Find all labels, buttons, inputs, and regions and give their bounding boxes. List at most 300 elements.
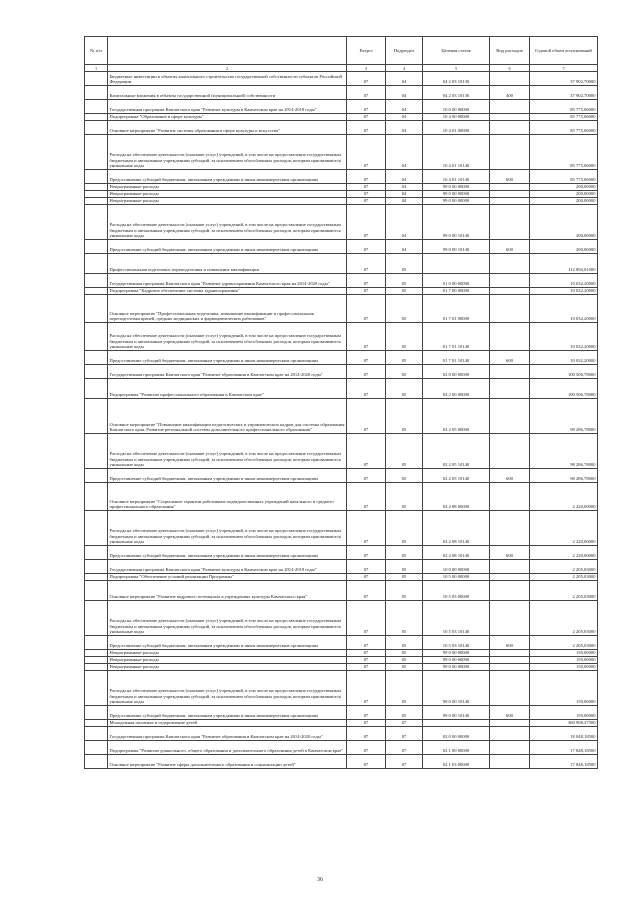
table-row (85, 198, 598, 205)
row-section-cell: 07 (347, 323, 386, 351)
row-target-cell: 10 5 03 10140 (423, 636, 490, 650)
row-amount-cell: 18 048,18500 (530, 727, 598, 741)
row-number-cell (85, 741, 108, 755)
row-target-cell (423, 254, 490, 274)
row-amount-cell: 2 205,03000 (530, 581, 598, 601)
row-subsection-cell: 05 (386, 650, 423, 657)
row-section-cell: 07 (347, 706, 386, 720)
row-exptype-cell (490, 399, 530, 434)
row-amount-cell: 17 848,18500 (530, 741, 598, 755)
row-section-cell: 07 (347, 240, 386, 254)
row-number-cell (85, 511, 108, 546)
table-row (85, 650, 598, 657)
row-exptype-cell (490, 741, 530, 755)
table-row (85, 191, 598, 198)
row-name-cell: Подпрограмма "Развитие дошкольного, общего образования и дополнительного образования детей в Камчатском крае" (108, 741, 347, 755)
row-name-cell: Бюджетные инвестиции в объекты капитального строительства государственной собственности субъектов Российской Федерации (108, 72, 347, 86)
row-amount-cell: 200,00000 (530, 184, 598, 191)
row-target-cell: 10 0 00 00000 (423, 560, 490, 574)
row-name-cell: Предоставление субсидий бюджетным, автономным учреждениям и иным некоммерческим организациям (108, 469, 347, 483)
row-number-cell (85, 351, 108, 365)
row-section-cell: 07 (347, 205, 386, 240)
row-amount-cell: 98 286,78000 (530, 434, 598, 469)
row-amount-cell: 150,00000 (530, 650, 598, 657)
row-section-cell: 07 (347, 379, 386, 399)
row-subsection-cell: 04 (386, 72, 423, 86)
row-target-cell: 01 0 00 00000 (423, 274, 490, 288)
row-name-cell: Подпрограмма "Обеспечение условий реализации Программы" (108, 574, 347, 581)
row-subsection-cell: 04 (386, 191, 423, 198)
row-section-cell: 07 (347, 100, 386, 114)
row-exptype-cell (490, 72, 530, 86)
row-exptype-cell: 600 (490, 469, 530, 483)
row-exptype-cell (490, 650, 530, 657)
row-subsection-cell: 05 (386, 671, 423, 706)
row-amount-cell: 2 205,03000 (530, 636, 598, 650)
row-amount-cell: 2 205,03000 (530, 574, 598, 581)
row-number-cell (85, 254, 108, 274)
row-number-cell (85, 560, 108, 574)
row-section-cell: 07 (347, 581, 386, 601)
row-subsection-cell: 04 (386, 135, 423, 170)
row-amount-cell: 150,00000 (530, 664, 598, 671)
row-target-cell: 01 7 01 10140 (423, 323, 490, 351)
row-number-cell (85, 434, 108, 469)
row-exptype-cell (490, 657, 530, 664)
row-exptype-cell (490, 755, 530, 769)
row-exptype-cell (490, 274, 530, 288)
row-number-cell (85, 323, 108, 351)
row-subsection-cell: 05 (386, 399, 423, 434)
row-subsection-cell: 05 (386, 657, 423, 664)
row-exptype-cell: 600 (490, 351, 530, 365)
row-subsection-cell: 04 (386, 240, 423, 254)
row-subsection-cell: 05 (386, 365, 423, 379)
row-number-cell (85, 72, 108, 86)
header-name (108, 37, 347, 65)
row-number-cell (85, 365, 108, 379)
row-number-cell (85, 295, 108, 323)
row-exptype-cell: 400 (490, 86, 530, 100)
row-amount-cell: 37 902,70000 (530, 86, 598, 100)
row-section-cell: 07 (347, 469, 386, 483)
row-name-cell: Основное мероприятие "Развитие системы образования в сфере культуры и искусства" (108, 121, 347, 135)
table-row (85, 365, 598, 379)
row-subsection-cell: 07 (386, 720, 423, 727)
row-section-cell: 07 (347, 135, 386, 170)
row-exptype-cell (490, 288, 530, 295)
row-target-cell: 10 4 01 00000 (423, 121, 490, 135)
row-number-cell (85, 240, 108, 254)
row-name-cell: Профессиональная подготовка, переподготовка и повышение квалификации (108, 254, 347, 274)
row-target-cell: 01 7 01 10140 (423, 351, 490, 365)
table-row (85, 170, 598, 184)
row-subsection-cell: 04 (386, 86, 423, 100)
row-name-cell: Предоставление субсидий бюджетным, автономным учреждениям и иным некоммерческим организациям (108, 170, 347, 184)
row-amount-cell: 85 775,06000 (530, 135, 598, 170)
row-name-cell: Капитальные вложения в объекты государственной (муниципальной) собственности (108, 86, 347, 100)
table-header (85, 37, 598, 65)
row-number-cell (85, 399, 108, 434)
table-row (85, 657, 598, 664)
row-name-cell: Расходы на обеспечение деятельности (оказание услуг) учреждений, в том числе на предоставление государственным бюджетным и автономным учреждениям субсидий, за исключением обособленных расходов, которым присваиваются уникальные коды (108, 671, 347, 706)
row-subsection-cell: 05 (386, 706, 423, 720)
row-name-cell: Молодежная политика и оздоровление детей (108, 720, 347, 727)
row-amount-cell: 98 286,78000 (530, 469, 598, 483)
row-section-cell: 07 (347, 114, 386, 121)
table-row (85, 72, 598, 86)
row-section-cell: 07 (347, 274, 386, 288)
row-amount-cell: 150,00000 (530, 657, 598, 664)
row-amount-cell: 2 220,00000 (530, 483, 598, 511)
row-target-cell: 01 7 01 00000 (423, 295, 490, 323)
row-name-cell: Предоставление субсидий бюджетным, автономным учреждениям и иным некоммерческим организациям (108, 636, 347, 650)
table-row (85, 720, 598, 727)
row-section-cell: 07 (347, 574, 386, 581)
row-section-cell: 07 (347, 671, 386, 706)
table-row (85, 114, 598, 121)
row-exptype-cell (490, 511, 530, 546)
table-row (85, 546, 598, 560)
table-row (85, 636, 598, 650)
row-exptype-cell: 600 (490, 240, 530, 254)
row-target-cell: 10 4 00 00000 (423, 114, 490, 121)
row-name-cell: Расходы на обеспечение деятельности (оказание услуг) учреждений, в том числе на предоставление государственным бюджетным и автономным учреждениям субсидий, за исключением обособленных расходов, которым присваиваются уникальные коды (108, 511, 347, 546)
header-section: Раздел (347, 37, 386, 65)
row-amount-cell: 17 848,18500 (530, 755, 598, 769)
row-number-cell (85, 469, 108, 483)
row-name-cell: Государственная программа Камчатского края "Развитие здравоохранения Камчатского края на 2014-2020 годы" (108, 274, 347, 288)
table-row (85, 574, 598, 581)
row-target-cell: 99 0 00 00000 (423, 198, 490, 205)
colnum: 3 (347, 65, 386, 72)
row-number-cell (85, 184, 108, 191)
row-amount-cell: 10 032,20000 (530, 323, 598, 351)
row-amount-cell: 98 286,78000 (530, 399, 598, 434)
row-exptype-cell (490, 560, 530, 574)
row-section-cell: 07 (347, 727, 386, 741)
row-exptype-cell (490, 100, 530, 114)
row-exptype-cell (490, 601, 530, 636)
table-row (85, 434, 598, 469)
row-section-cell: 07 (347, 184, 386, 191)
row-target-cell: 02 1 00 00000 (423, 741, 490, 755)
row-target-cell: 10 4 01 10140 (423, 170, 490, 184)
row-name-cell: Основное мероприятие "Профессиональная подготовка, повышение квалификации и профессиональная переподготовка врачей, средних медицинских и фармацевтических работников" (108, 295, 347, 323)
row-name-cell: Расходы на обеспечение деятельности (оказание услуг) учреждений, в том числе на предоставление государственным бюджетным и автономным учреждениям субсидий, за исключением обособленных расходов, которым присваиваются уникальные коды (108, 601, 347, 636)
row-number-cell (85, 664, 108, 671)
row-section-cell: 07 (347, 254, 386, 274)
colnum: 4 (386, 65, 423, 72)
table-row (85, 560, 598, 574)
table-row (85, 86, 598, 100)
row-target-cell: 10 4 01 10140 (423, 135, 490, 170)
colnum: 6 (490, 65, 530, 72)
row-name-cell: Непрограммные расходы (108, 191, 347, 198)
row-subsection-cell: 05 (386, 379, 423, 399)
row-target-cell: 04 2 03 10130 (423, 72, 490, 86)
row-exptype-cell (490, 121, 530, 135)
table-row (85, 295, 598, 323)
row-exptype-cell: 600 (490, 636, 530, 650)
row-subsection-cell: 05 (386, 254, 423, 274)
row-amount-cell: 85 775,06000 (530, 100, 598, 114)
row-name-cell: Основное мероприятие "Развитие сферы дополнительного образования и социализации детей" (108, 755, 347, 769)
row-section-cell: 07 (347, 121, 386, 135)
row-section-cell: 07 (347, 755, 386, 769)
row-number-cell (85, 121, 108, 135)
row-target-cell: 10 5 00 00000 (423, 574, 490, 581)
row-amount-cell: 2 220,00000 (530, 511, 598, 546)
row-section-cell: 07 (347, 483, 386, 511)
colnum: 5 (423, 65, 490, 72)
row-subsection-cell: 07 (386, 755, 423, 769)
row-amount-cell: 200,00000 (530, 240, 598, 254)
row-amount-cell: 85 775,06000 (530, 121, 598, 135)
row-number-cell (85, 170, 108, 184)
table-row (85, 288, 598, 295)
row-subsection-cell: 04 (386, 198, 423, 205)
row-exptype-cell (490, 114, 530, 121)
row-number-cell (85, 657, 108, 664)
row-subsection-cell: 05 (386, 664, 423, 671)
row-amount-cell: 2 205,03000 (530, 560, 598, 574)
row-exptype-cell (490, 434, 530, 469)
row-name-cell: Непрограммные расходы (108, 650, 347, 657)
row-subsection-cell: 05 (386, 511, 423, 546)
table-row (85, 469, 598, 483)
row-target-cell: 02 0 00 00000 (423, 727, 490, 741)
row-name-cell: Основное мероприятие "Повышение квалификации педагогических и управленческих кадров для системы образования Камчатского края. Развитие региональной системы дополнительного профессионального образования" (108, 399, 347, 434)
row-amount-cell: 100 506,78000 (530, 379, 598, 399)
row-target-cell: 10 0 00 00000 (423, 100, 490, 114)
row-exptype-cell (490, 483, 530, 511)
table-row (85, 205, 598, 240)
row-exptype-cell (490, 720, 530, 727)
row-number-cell (85, 205, 108, 240)
row-number-cell (85, 650, 108, 657)
row-subsection-cell: 05 (386, 434, 423, 469)
table-row (85, 483, 598, 511)
row-name-cell: Основное мероприятие "Социальные гарантии работникам подведомственных учреждений начального и среднего профессионального образования" (108, 483, 347, 511)
row-target-cell: 02 2 05 10140 (423, 434, 490, 469)
table-row (85, 601, 598, 636)
row-amount-cell: 37 902,70000 (530, 72, 598, 86)
row-name-cell: Расходы на обеспечение деятельности (оказание услуг) учреждений, в том числе на предоставление государственным бюджетным и автономным учреждениям субсидий, за исключением обособленных расходов, которым присваиваются уникальные коды (108, 434, 347, 469)
row-number-cell (85, 86, 108, 100)
row-section-cell: 07 (347, 664, 386, 671)
table-row (85, 399, 598, 434)
row-subsection-cell: 04 (386, 114, 423, 121)
row-exptype-cell (490, 379, 530, 399)
row-number-cell (85, 706, 108, 720)
row-section-cell: 07 (347, 351, 386, 365)
row-name-cell: Расходы на обеспечение деятельности (оказание услуг) учреждений, в том числе на предоставление государственным бюджетным и автономным учреждениям субсидий, за исключением обособленных расходов, которым присваиваются уникальные коды (108, 135, 347, 170)
header-total: Годовой объем ассигнований (530, 37, 598, 65)
row-subsection-cell: 07 (386, 727, 423, 741)
document-page (84, 36, 597, 769)
row-amount-cell: 200,00000 (530, 198, 598, 205)
row-amount-cell: 100 506,78000 (530, 365, 598, 379)
row-target-cell: 99 0 00 10140 (423, 205, 490, 240)
row-name-cell: Расходы на обеспечение деятельности (оказание услуг) учреждений, в том числе на предоставление государственным бюджетным и автономным учреждениям субсидий, за исключением обособленных расходов, которым присваиваются уникальные коды (108, 205, 347, 240)
row-section-cell: 07 (347, 434, 386, 469)
row-name-cell: Предоставление субсидий бюджетным, автономным учреждениям и иным некоммерческим организациям (108, 240, 347, 254)
row-number-cell (85, 581, 108, 601)
table-row (85, 741, 598, 755)
header-num: № п/п (85, 37, 108, 65)
row-subsection-cell: 04 (386, 184, 423, 191)
row-section-cell: 07 (347, 170, 386, 184)
row-name-cell: Государственная программа Камчатского края "Развитие культуры в Камчатском крае на 2014-2018 годы" (108, 100, 347, 114)
row-target-cell: 99 0 00 00000 (423, 657, 490, 664)
row-exptype-cell (490, 727, 530, 741)
row-amount-cell: 10 032,20000 (530, 351, 598, 365)
row-number-cell (85, 379, 108, 399)
row-exptype-cell (490, 295, 530, 323)
row-name-cell: Государственная программа Камчатского края "Развитие культуры в Камчатском крае на 2014-2018 годы" (108, 560, 347, 574)
row-section-cell: 07 (347, 72, 386, 86)
header-subsection: Подраздел (386, 37, 423, 65)
row-target-cell: 99 0 00 00000 (423, 664, 490, 671)
row-name-cell: Предоставление субсидий бюджетным, автономным учреждениям и иным некоммерческим организациям (108, 706, 347, 720)
row-name-cell: Предоставление субсидий бюджетным, автономным учреждениям и иным некоммерческим организациям (108, 351, 347, 365)
row-subsection-cell: 05 (386, 351, 423, 365)
row-number-cell (85, 546, 108, 560)
row-amount-cell: 85 775,06000 (530, 114, 598, 121)
row-number-cell (85, 574, 108, 581)
row-exptype-cell (490, 184, 530, 191)
row-number-cell (85, 274, 108, 288)
table-row (85, 351, 598, 365)
row-subsection-cell: 04 (386, 170, 423, 184)
row-exptype-cell (490, 365, 530, 379)
row-amount-cell: 112 894,01000 (530, 254, 598, 274)
table-body (85, 65, 598, 769)
row-exptype-cell (490, 664, 530, 671)
row-section-cell: 07 (347, 560, 386, 574)
table-row (85, 274, 598, 288)
row-subsection-cell: 05 (386, 288, 423, 295)
row-target-cell: 02 2 08 10140 (423, 546, 490, 560)
row-subsection-cell: 05 (386, 323, 423, 351)
row-subsection-cell: 05 (386, 560, 423, 574)
row-target-cell: 10 5 03 00000 (423, 581, 490, 601)
table-row (85, 706, 598, 720)
row-target-cell: 02 2 05 10140 (423, 469, 490, 483)
row-target-cell: 99 0 00 00000 (423, 191, 490, 198)
header-exptype: Вид расходов (490, 37, 530, 65)
table-row (85, 671, 598, 706)
table-row (85, 254, 598, 274)
row-name-cell: Предоставление субсидий бюджетным, автономным учреждениям и иным некоммерческим организациям (108, 546, 347, 560)
row-section-cell: 07 (347, 288, 386, 295)
table-row (85, 379, 598, 399)
row-section-cell: 07 (347, 511, 386, 546)
table-row (85, 121, 598, 135)
table-row (85, 664, 598, 671)
row-exptype-cell (490, 191, 530, 198)
row-amount-cell: 2 220,00000 (530, 546, 598, 560)
row-exptype-cell (490, 323, 530, 351)
row-number-cell (85, 720, 108, 727)
row-exptype-cell (490, 198, 530, 205)
table-row (85, 727, 598, 741)
row-number-cell (85, 755, 108, 769)
row-section-cell: 07 (347, 601, 386, 636)
row-name-cell: Непрограммные расходы (108, 198, 347, 205)
colnum: 1 (85, 65, 108, 72)
row-number-cell (85, 636, 108, 650)
row-section-cell: 07 (347, 86, 386, 100)
table-row (85, 581, 598, 601)
row-name-cell: Расходы на обеспечение деятельности (оказание услуг) учреждений, в том числе на предоставление государственным бюджетным и автономным учреждениям субсидий, за исключением обособленных расходов, которым присваиваются уникальные коды (108, 323, 347, 351)
row-amount-cell: 10 032,20000 (530, 274, 598, 288)
row-section-cell: 07 (347, 191, 386, 198)
row-subsection-cell: 05 (386, 483, 423, 511)
row-target-cell: 99 0 00 10140 (423, 240, 490, 254)
row-amount-cell: 200,00000 (530, 191, 598, 198)
row-exptype-cell (490, 671, 530, 706)
row-exptype-cell: 600 (490, 170, 530, 184)
table-row (85, 755, 598, 769)
row-target-cell: 99 0 00 10140 (423, 706, 490, 720)
row-amount-cell: 2 205,03000 (530, 601, 598, 636)
table-row (85, 323, 598, 351)
row-subsection-cell: 05 (386, 274, 423, 288)
table-row (85, 511, 598, 546)
row-subsection-cell: 05 (386, 469, 423, 483)
row-name-cell: Непрограммные расходы (108, 664, 347, 671)
row-amount-cell: 10 032,20000 (530, 288, 598, 295)
row-subsection-cell: 05 (386, 581, 423, 601)
row-number-cell (85, 727, 108, 741)
row-exptype-cell (490, 205, 530, 240)
row-section-cell: 07 (347, 198, 386, 205)
row-number-cell (85, 191, 108, 198)
row-section-cell: 07 (347, 657, 386, 664)
row-number-cell (85, 483, 108, 511)
row-section-cell: 07 (347, 365, 386, 379)
row-amount-cell: 150,00000 (530, 706, 598, 720)
row-name-cell: Подпрограмма "Образование в сфере культуры" (108, 114, 347, 121)
row-target-cell: 01 7 00 00000 (423, 288, 490, 295)
row-target-cell: 99 0 00 00000 (423, 184, 490, 191)
row-amount-cell: 150,00000 (530, 671, 598, 706)
row-name-cell: Непрограммные расходы (108, 184, 347, 191)
row-target-cell: 99 0 00 10140 (423, 671, 490, 706)
row-subsection-cell: 05 (386, 601, 423, 636)
row-target-cell (423, 720, 490, 727)
row-number-cell (85, 288, 108, 295)
row-subsection-cell: 04 (386, 205, 423, 240)
row-exptype-cell (490, 574, 530, 581)
colnum: 7 (530, 65, 598, 72)
row-name-cell: Подпрограмма "Развитие профессионального образования в Камчатском крае" (108, 379, 347, 399)
page-number: 36 (317, 877, 323, 883)
row-subsection-cell: 05 (386, 546, 423, 560)
row-number-cell (85, 135, 108, 170)
row-exptype-cell: 600 (490, 546, 530, 560)
row-number-cell (85, 601, 108, 636)
row-target-cell: 02 0 00 00000 (423, 365, 490, 379)
column-numbers-row (85, 65, 598, 72)
colnum: 2 (108, 65, 347, 72)
row-exptype-cell (490, 581, 530, 601)
row-section-cell: 07 (347, 546, 386, 560)
row-section-cell: 07 (347, 720, 386, 727)
row-target-cell: 04 2 03 10130 (423, 86, 490, 100)
